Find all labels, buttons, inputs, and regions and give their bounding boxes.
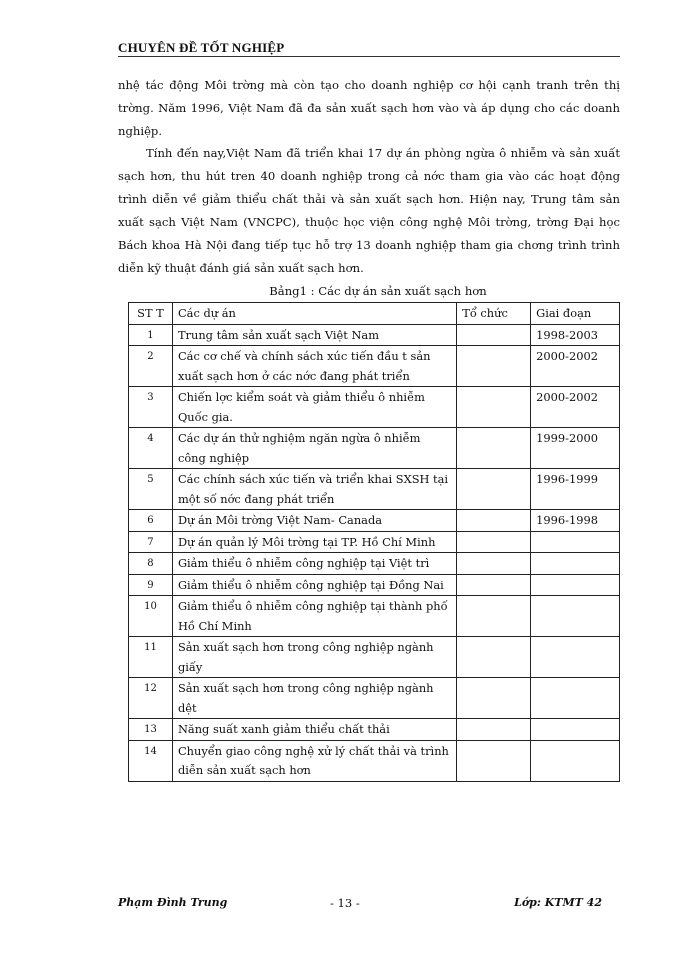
row-organization: [457, 469, 531, 510]
table-row: [129, 324, 620, 346]
table-row: [129, 740, 620, 781]
row-period: [531, 531, 620, 553]
row-period: [531, 553, 620, 575]
row-organization: [457, 574, 531, 596]
row-period: 1996-1999: [531, 469, 620, 510]
table-row: [129, 596, 620, 637]
row-organization: [457, 510, 531, 532]
row-period: 2000-2002: [531, 387, 620, 428]
row-project-name: Giảm thiểu ô nhiễm công nghiệp tại Đồng Nai: [172, 574, 456, 596]
header-stt: ST T: [129, 303, 173, 325]
table-row: [129, 637, 620, 678]
table-row: [129, 346, 620, 387]
row-project-name: Các dự án thử nghiệm ngăn ngừa ô nhiễm công nghiệp: [172, 428, 456, 469]
table-row: [129, 428, 620, 469]
row-organization: [457, 324, 531, 346]
row-project-name: Năng suất xanh giảm thiểu chất thải: [172, 719, 456, 741]
row-number: 5: [129, 469, 173, 510]
row-project-name: Giảm thiểu ô nhiễm công nghiệp tại thành phố Hồ Chí Minh: [172, 596, 456, 637]
row-number: 4: [129, 428, 173, 469]
footer-class: Lớp: KTMT 42: [514, 896, 602, 909]
row-project-name: Sản xuất sạch hơn trong công nghiệp ngành giấy: [172, 637, 456, 678]
row-number: 9: [129, 574, 173, 596]
header-organization: Tổ chức: [457, 303, 531, 325]
row-number: 10: [129, 596, 173, 637]
footer-author: Phạm Đình Trung: [118, 896, 228, 909]
row-organization: [457, 596, 531, 637]
row-organization: [457, 678, 531, 719]
paragraph-1: nhệ tác động Môi trờng mà còn tạo cho doanh nghiệp cơ hội cạnh tranh trên thị trờng. Năm 1996, Việt Nam đã đa sản xuất sạch hơn vào và áp dụng cho các doanh nghiệp.: [118, 78, 620, 138]
row-project-name: Dự án Môi trờng Việt Nam- Canada: [172, 510, 456, 532]
row-period: [531, 678, 620, 719]
row-period: 1999-2000: [531, 428, 620, 469]
row-number: 1: [129, 324, 173, 346]
table-row: [129, 510, 620, 532]
header-period: Giai đoạn: [531, 303, 620, 325]
row-number: 2: [129, 346, 173, 387]
row-organization: [457, 553, 531, 575]
row-period: [531, 596, 620, 637]
row-organization: [457, 719, 531, 741]
table-row: [129, 678, 620, 719]
row-period: [531, 740, 620, 781]
header-title: CHUYÊN ĐỀ TỐT NGHIỆP: [118, 40, 285, 55]
row-number: 12: [129, 678, 173, 719]
row-number: 7: [129, 531, 173, 553]
row-number: 11: [129, 637, 173, 678]
row-period: 1998-2003: [531, 324, 620, 346]
row-period: 2000-2002: [531, 346, 620, 387]
row-period: [531, 574, 620, 596]
row-number: 3: [129, 387, 173, 428]
row-organization: [457, 740, 531, 781]
row-number: 8: [129, 553, 173, 575]
row-number: 13: [129, 719, 173, 741]
row-organization: [457, 346, 531, 387]
table-row: [129, 531, 620, 553]
row-project-name: Chuyển giao công nghệ xử lý chất thải và trình diễn sản xuất sạch hơn: [172, 740, 456, 781]
table-row: [129, 719, 620, 741]
row-number: 6: [129, 510, 173, 532]
table-row: [129, 553, 620, 575]
table-body: [129, 324, 620, 781]
row-organization: [457, 387, 531, 428]
row-period: [531, 637, 620, 678]
projects-table: [128, 302, 620, 782]
row-project-name: Giảm thiểu ô nhiễm công nghiệp tại Việt trì: [172, 553, 456, 575]
row-project-name: Dự án quản lý Môi trờng tại TP. Hồ Chí Minh: [172, 531, 456, 553]
row-number: 14: [129, 740, 173, 781]
table-row: [129, 387, 620, 428]
row-organization: [457, 637, 531, 678]
row-project-name: Các cơ chế và chính sách xúc tiến đầu t sản xuất sạch hơn ở các nớc đang phát triển: [172, 346, 456, 387]
table-row: [129, 469, 620, 510]
row-organization: [457, 531, 531, 553]
row-organization: [457, 428, 531, 469]
page-number: - 13 -: [330, 896, 360, 910]
table-caption: Bảng1 : Các dự án sản xuất sạch hơn: [269, 284, 487, 298]
row-period: 1996-1998: [531, 510, 620, 532]
table-header-row: [129, 303, 620, 325]
row-project-name: Chiến lợc kiểm soát và giảm thiểu ô nhiễm Quốc gia.: [172, 387, 456, 428]
table-row: [129, 574, 620, 596]
row-project-name: Các chính sách xúc tiến và triển khai SXSH tại một số nớc đang phát triển: [172, 469, 456, 510]
row-project-name: Trung tâm sản xuất sạch Việt Nam: [172, 324, 456, 346]
paragraph-2: Tính đến nay,Việt Nam đã triển khai 17 dự án phòng ngừa ô nhiễm và sản xuất sạch hơn, thu hút tren 40 doanh nghiệp trong cả nớc tham gia vào các hoạt động trình diễn về giảm thiểu chất thải và sản xuất sạch hơn. Hiện nay, Trung tâm sản xuất sạch Việt Nam (VNCPC), thuộc học viện công nghệ Môi trờng, trờng Đại học Bách khoa Hà Nội đang tiếp tục hỗ trợ 13 doanh nghiệp tham gia chơng trình trình diễn kỹ thuật đánh giá sản xuất sạch hơn.: [118, 146, 620, 275]
row-period: [531, 719, 620, 741]
header-divider: [118, 56, 620, 57]
header-project: Các dự án: [172, 303, 456, 325]
row-project-name: Sản xuất sạch hơn trong công nghiệp ngành dệt: [172, 678, 456, 719]
